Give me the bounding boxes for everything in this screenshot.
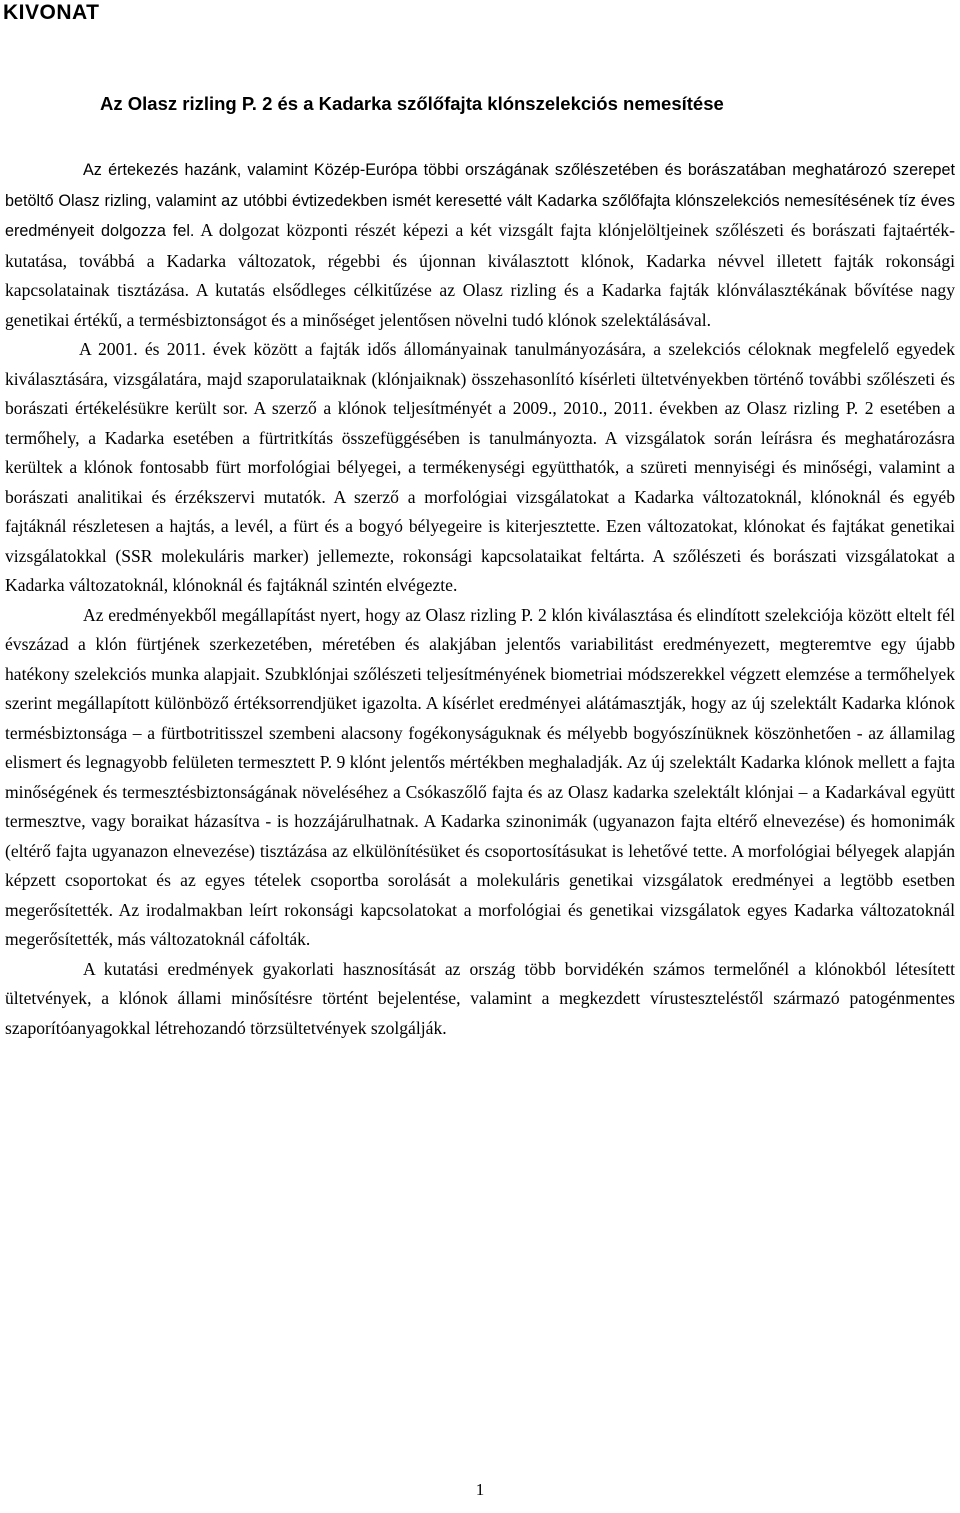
paragraph-abstract-intro	[5, 155, 955, 335]
document-heading: KIVONAT	[3, 1, 100, 24]
paragraph-application: A kutatási eredmények gyakorlati hasznosítását az ország több borvidékén számos termelőnél a klónokból létesített ültetvények, a klónok állami minősítésre történt bejelentése, valamint a megkezdett vírusteszteléstől származó patogénmentes szaporítóanyagokkal létrehozandó törzsültetvények szolgálják.	[5, 958, 955, 1038]
paragraph-results: Az eredményekből megállapítást nyert, hogy az Olasz rizling P. 2 klón kiválasztása és elindított szelekciója között eltelt fél évszázad a klón fürtjének szerkezetében, méretében és alakjában jelentős variabilitást eredményezett, megteremtve egy újabb hatékony szelekciós munka alapjait. Szubklónjai szőlészeti teljesítményének biometriai módszerekkel végzett elemzése a termőhelyek szerint megállapított különböző értéksorrendjüket igazolta. A kísérlet eredményei alátámasztják, hogy az új szelektált Kadarka klónok termésbiztonsága – a fürtbotritisszel szembeni alacsony fogékonyságuknak és mélyebb bogyószínüknek köszönhetően - az államilag elismert és legnagyobb felületen termesztett P. 9 klónt jelentős mértékben meghaladják. Az új szelektált Kadarka klónok mellett a fajta minőségének és termesztésbiztonságának növeléséhez a Csókaszőlő fajta és az Olasz kadarka szelektált klónjai – a Kadarkával együtt termesztve, vagy boraikat házasítva - is hozzájárulhatnak. A Kadarka szinonimák (ugyanazon fajta eltérő elnevezése) és homonimák (eltérő fajta ugyanazon elnevezése) tisztázása az elkülönítésüket és csoportosításukat is lehetővé tette. A morfológiai bélyegek alapján képzett csoportokat és az egyes tételek csoportba sorolását a molekuláris genetikai vizsgálatok eredményei a legtöbb esetben megerősítették. Az irodalmakban leírt rokonsági kapcsolatokat a morfológiai és genetikai vizsgálatok egyes Kadarka változatoknál megerősítették, más változatoknál cáfolták.	[5, 604, 955, 949]
paragraph-methods: A 2001. és 2011. évek között a fajták idős állományainak tanulmányozására, a szelekciós céloknak megfelelő egyedek kiválasztására, vizsgálatára, majd szaporulataiknak (klónjaiknak) összehasonlító kísérleti ültetvényekben történő további szőlészeti és borászati értékelésükre került sor. A szerző a klónok teljesítményét a 2009., 2010., 2011. években az Olasz rizling P. 2 esetében a termőhely, a Kadarka esetében a fürtritkítás összefüggésében is tanulmányozta. A vizsgálatok során leírásra és meghatározásra kerültek a klónok fontosabb fürt morfológiai bélyegei, a termékenységi együtthatók, a szüreti mennyiségi és minőségi, valamint a borászati analitikai és érzékszervi mutatók. A szerző a morfológiai vizsgálatokat a Kadarka változatoknál, klónoknál és egyéb fajtáknál részletesen a hajtás, a levél, a fürt és a bogyó bélyegeire is kiterjesztette. Ezen változatokat, klónokat és fajtákat genetikai vizsgálatokkal (SSR molekuláris marker) jellemezte, rokonsági kapcsolataikat feltárta. A szőlészeti és borászati vizsgálatokat a Kadarka változatoknál, klónoknál és fajtáknál szintén elvégezte.	[5, 339, 955, 595]
document-title: Az Olasz rizling P. 2 és a Kadarka szőlőfajta klónszelekciós nemesítése	[100, 93, 724, 114]
paragraph-text: A dolgozat központi részét képezi a két vizsgált fajta klónjelöltjeinek szőlészeti és borászati fajtaérték-kutatása, továbbá a Kadarka változatok, régebbi és újonnan kiválasztott klónok, Kadarka névvel illetett fajták rokonsági kapcsolatainak tisztázása. A kutatás elsődleges célkitűzése az Olasz rizling és a Kadarka fajták klónválasztékának bővítése nagy genetikai értékű, a termésbiztonságot és a minőséget jelentősen növelni tudó klónok szelektálásával.	[5, 220, 956, 330]
document-body	[5, 155, 955, 1043]
page-number: 1	[475, 1480, 485, 1499]
paragraph-lead-text: Az értekezés hazánk, valamint Közép-Európa többi országának szőlészetében és borászatában meghatározó szerepet betöltő Olasz rizling, valamint az utóbbi évtizedekben ismét keresetté vált Kadarka szőlőfajta klónszelekciós nemesítésének tíz éves eredményeit dolgozza fel.	[5, 161, 955, 240]
